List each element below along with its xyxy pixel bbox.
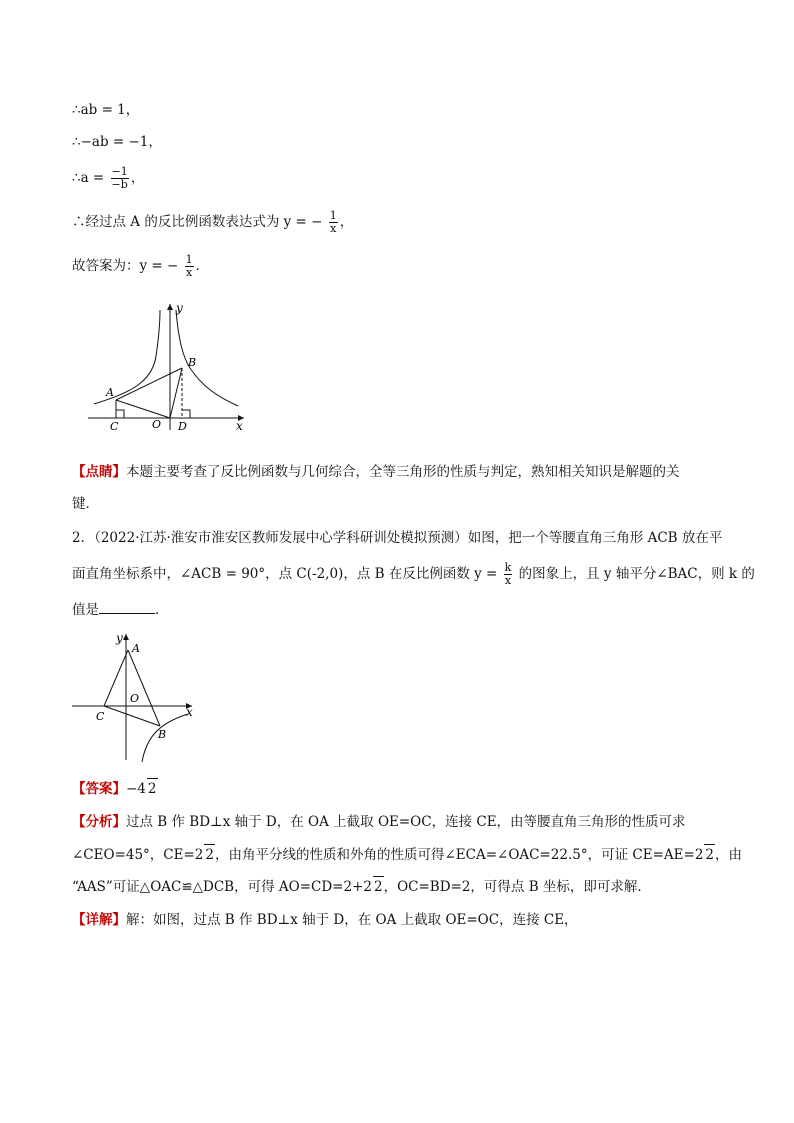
segment-AB: [128, 650, 160, 726]
right-angle-mark-D: [182, 410, 190, 418]
question-2-line-1: 2．（2022·江苏·淮安市淮安区教师发展中心学科研训处模拟预测）如图，把一个等腰直角三角形 ACB 放在平: [72, 530, 723, 546]
comment-line-2: 键．: [72, 496, 99, 512]
figure-2-triangle-diagram: [70, 630, 200, 765]
comment-tag: 【点睛】: [72, 464, 126, 479]
right-angle-mark-C: [116, 410, 124, 418]
derivation-line-3: ∴a = $\frac{-1}{-b}$ ，: [72, 165, 145, 191]
derivation-line-2: ∴−ab = −1，: [72, 134, 162, 150]
segment-OB: [170, 368, 182, 418]
label-A: A: [132, 642, 140, 655]
comment-line-1: 【点睛】本题主要考查了反比例函数与几何综合，全等三角形的性质与判定，熟知相关知识是解题的关: [72, 464, 680, 480]
label-B: B: [158, 728, 167, 741]
segment-AC: [104, 650, 128, 706]
analysis-line-3: “AAS”可证△OAC≌△DCB，可得 AO=CD=2+2 2，OC=BD=2，可得点 B 坐标，即可求解．: [72, 876, 651, 897]
label-O: O: [152, 418, 162, 431]
derivation-line-1: ∴ab = 1，: [72, 102, 140, 118]
square-root: 2: [147, 778, 158, 799]
label-y: y: [116, 631, 123, 645]
detail-line: 【详解】解：如图，过点 B 作 BD⊥x 轴于 D，在 OA 上截取 OE=OC，连接 CE，: [72, 912, 578, 928]
segment-CB: [104, 706, 160, 726]
label-O: O: [130, 692, 140, 705]
segment-AB: [116, 368, 182, 400]
analysis-tag: 【分析】: [72, 814, 126, 829]
fraction: $\frac{1}{x}$: [185, 253, 193, 279]
analysis-line-2: ∠CEO=45°，CE=2 2，由角平分线的性质和外角的性质可得∠ECA=∠OAC=22.5°，可证 CE=AE=2 2，由: [72, 844, 742, 865]
fraction: $\frac{-1}{-b}$: [111, 165, 128, 191]
question-2-line-2: 面直角坐标系中，∠ACB = 90°，点 C(-2,0)，点 B 在反比例函数 y = $\frac{k}{x}$ 的图象上，且 y 轴平分∠BAC，则 k 的: [72, 561, 755, 587]
fraction: $\frac{1}{x}$: [329, 209, 337, 235]
label-x: x: [236, 419, 243, 433]
question-2-line-3: 值是 ．: [72, 602, 169, 618]
square-root: 2: [204, 844, 215, 865]
right-hyperbola-branch: [176, 310, 238, 406]
label-C: C: [110, 420, 119, 433]
label-A: A: [106, 386, 114, 399]
answer-line: 故答案为：y = − $\frac{1}{x}$ ．: [72, 253, 210, 279]
fraction: $\frac{k}{x}$: [504, 561, 512, 587]
answer-blank: [99, 601, 155, 614]
square-root: 2: [373, 876, 384, 897]
label-D: D: [178, 420, 187, 433]
label-x: x: [186, 705, 193, 719]
detail-tag: 【详解】: [72, 912, 126, 927]
figure-1-hyperbola-diagram: [86, 296, 256, 436]
analysis-line-1: 【分析】过点 B 作 BD⊥x 轴于 D，在 OA 上截取 OE=OC，连接 CE，由等腰直角三角形的性质可求: [72, 814, 686, 830]
square-root: 2: [704, 844, 715, 865]
label-B: B: [188, 356, 197, 369]
label-y: y: [176, 301, 183, 315]
label-C: C: [96, 710, 105, 723]
derivation-line-4: ∴经过点 A 的反比例函数表达式为 y = − $\frac{1}{x}$ ，: [72, 209, 354, 235]
answer-tag: 【答案】: [72, 781, 126, 796]
answer-result-line: 【答案】−4 2: [72, 778, 158, 799]
left-hyperbola-branch: [94, 310, 160, 404]
